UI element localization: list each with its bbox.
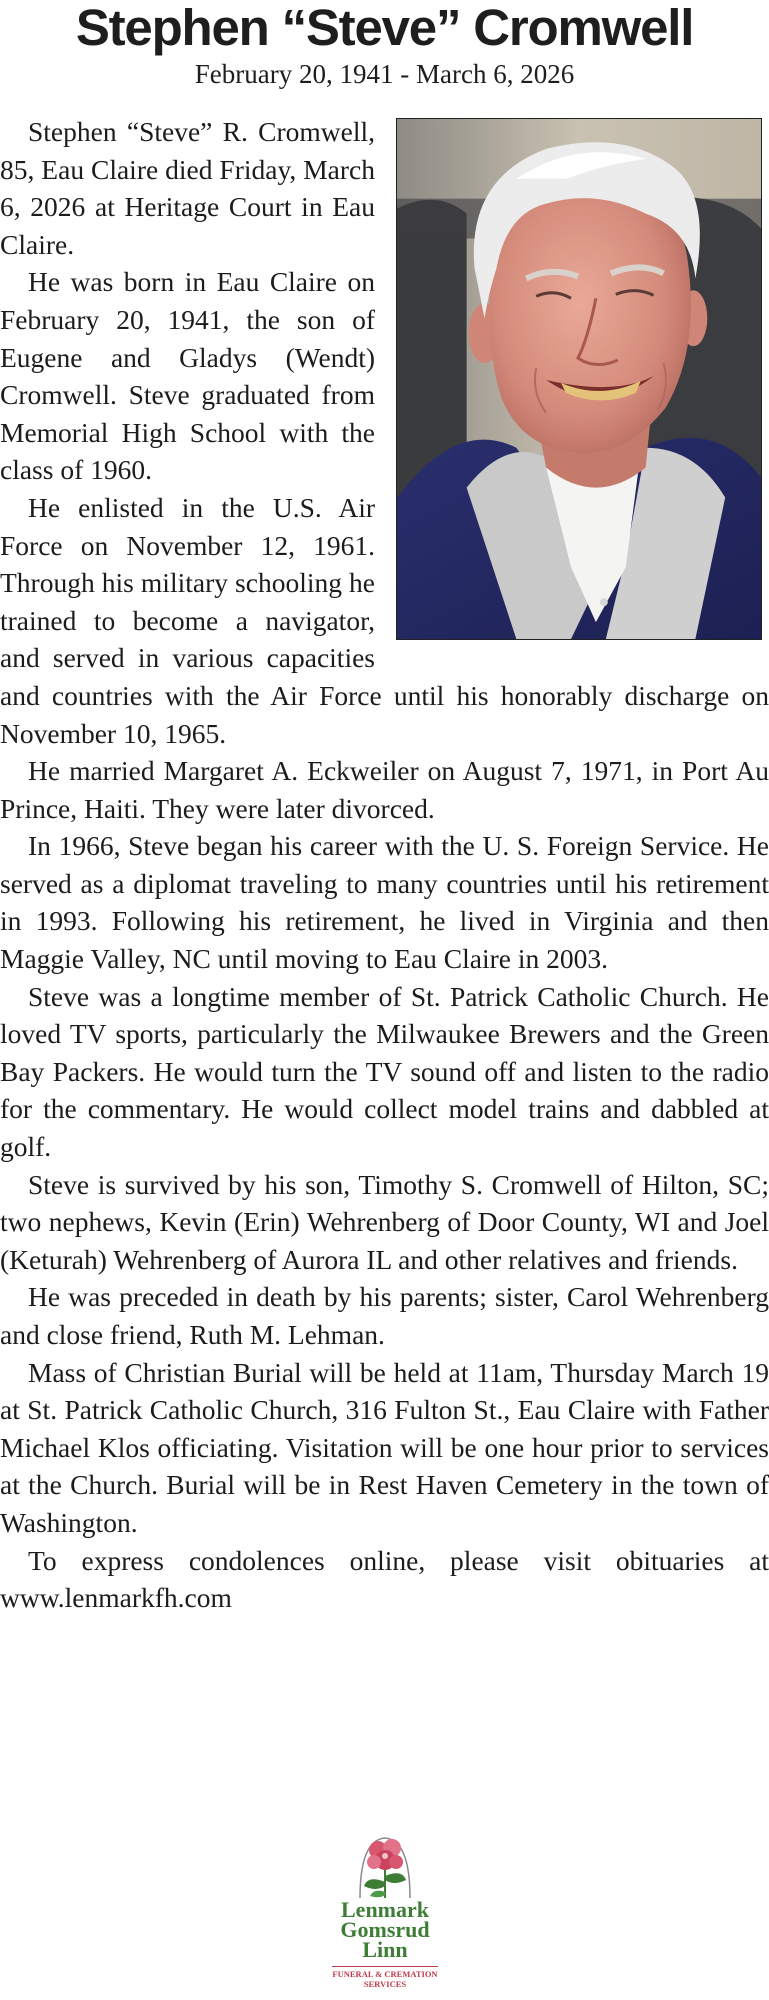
paragraph-preceded: He was preceded in death by his parents; sister, Carol Wehrenberg and close friend, Ruth M. Lehman. xyxy=(0,1281,769,1350)
logo-name-line-3: Linn xyxy=(362,1937,408,1962)
paragraph-condolences: To express condolences online, please visit obituaries at www.lenmarkfh.com xyxy=(0,1544,769,1614)
logo-name-line-1: Lenmark xyxy=(341,1897,429,1922)
logo-name-line-2: Gomsrud xyxy=(340,1917,430,1942)
paragraph-career: In 1966, Steve began his career with the U. S. Foreign Service. He served as a diplomat traveling to many countries until his retirement in 1993. Following his retirement, he lived in Virginia and then Maggie Valley, NC until moving to Eau Claire in 2003. xyxy=(0,830,769,975)
obituary-body xyxy=(0,113,769,1617)
paragraph-marriage: He married Margaret A. Eckweiler on August 7, 1971, in Port Au Prince, Haiti. They were later divorced. xyxy=(0,755,769,824)
flower-icon xyxy=(350,1820,420,1900)
paragraph-military: He enlisted in the U.S. Air Force on November 12, 1961. Through his military schooling he trained to become a navigator, and served in various capacities and countries with the Air Force until his honorably discharge on November 10, 1965. xyxy=(0,491,769,749)
funeral-home-logo xyxy=(315,1820,455,1998)
logo-tagline-line-1: FUNERAL & CREMATION xyxy=(332,1969,438,1979)
paragraph-services: Mass of Christian Burial will be held at 11am, Thursday March 19 at St. Patrick Catholic Church, 316 Fulton St., Eau Claire with Father Michael Klos officiating. Visitation will be one hour prior to services at the Church. Burial will be in Rest Haven Cemetery in the town of Washington. xyxy=(0,1356,769,1538)
life-dates: February 20, 1941 - March 6, 2026 xyxy=(194,59,575,89)
paragraph-intro: Stephen “Steve” R. Cromwell, 85, Eau Claire died Friday, March 6, 2026 at Heritage Court in Eau Claire. xyxy=(0,116,375,260)
paragraph-survivors: Steve is survived by his son, Timothy S. Cromwell of Hilton, SC; two nephews, Kevin (Erin) Wehrenberg of Door County, WI and Joel (Keturah) Wehrenberg of Aurora IL and other relatives and friends. xyxy=(0,1168,769,1275)
paragraph-birth: He was born in Eau Claire on February 20, 1941, the son of Eugene and Gladys (Wendt) Cromwell. Steve graduated from Memorial High School with the class of 1960. xyxy=(0,266,375,486)
logo-tagline-line-2: SERVICES xyxy=(363,1979,407,1989)
paragraph-interests: Steve was a longtime member of St. Patrick Catholic Church. He loved TV sports, particularly the Milwaukee Brewers and the Green Bay Packers. He would turn the TV sound off and listen to the radio for the commentary. He would collect model trains and dabbled at golf. xyxy=(0,980,769,1163)
logo-tagline xyxy=(332,1966,438,1989)
obituary-name-heading: Stephen “Steve” Cromwell xyxy=(75,0,694,56)
